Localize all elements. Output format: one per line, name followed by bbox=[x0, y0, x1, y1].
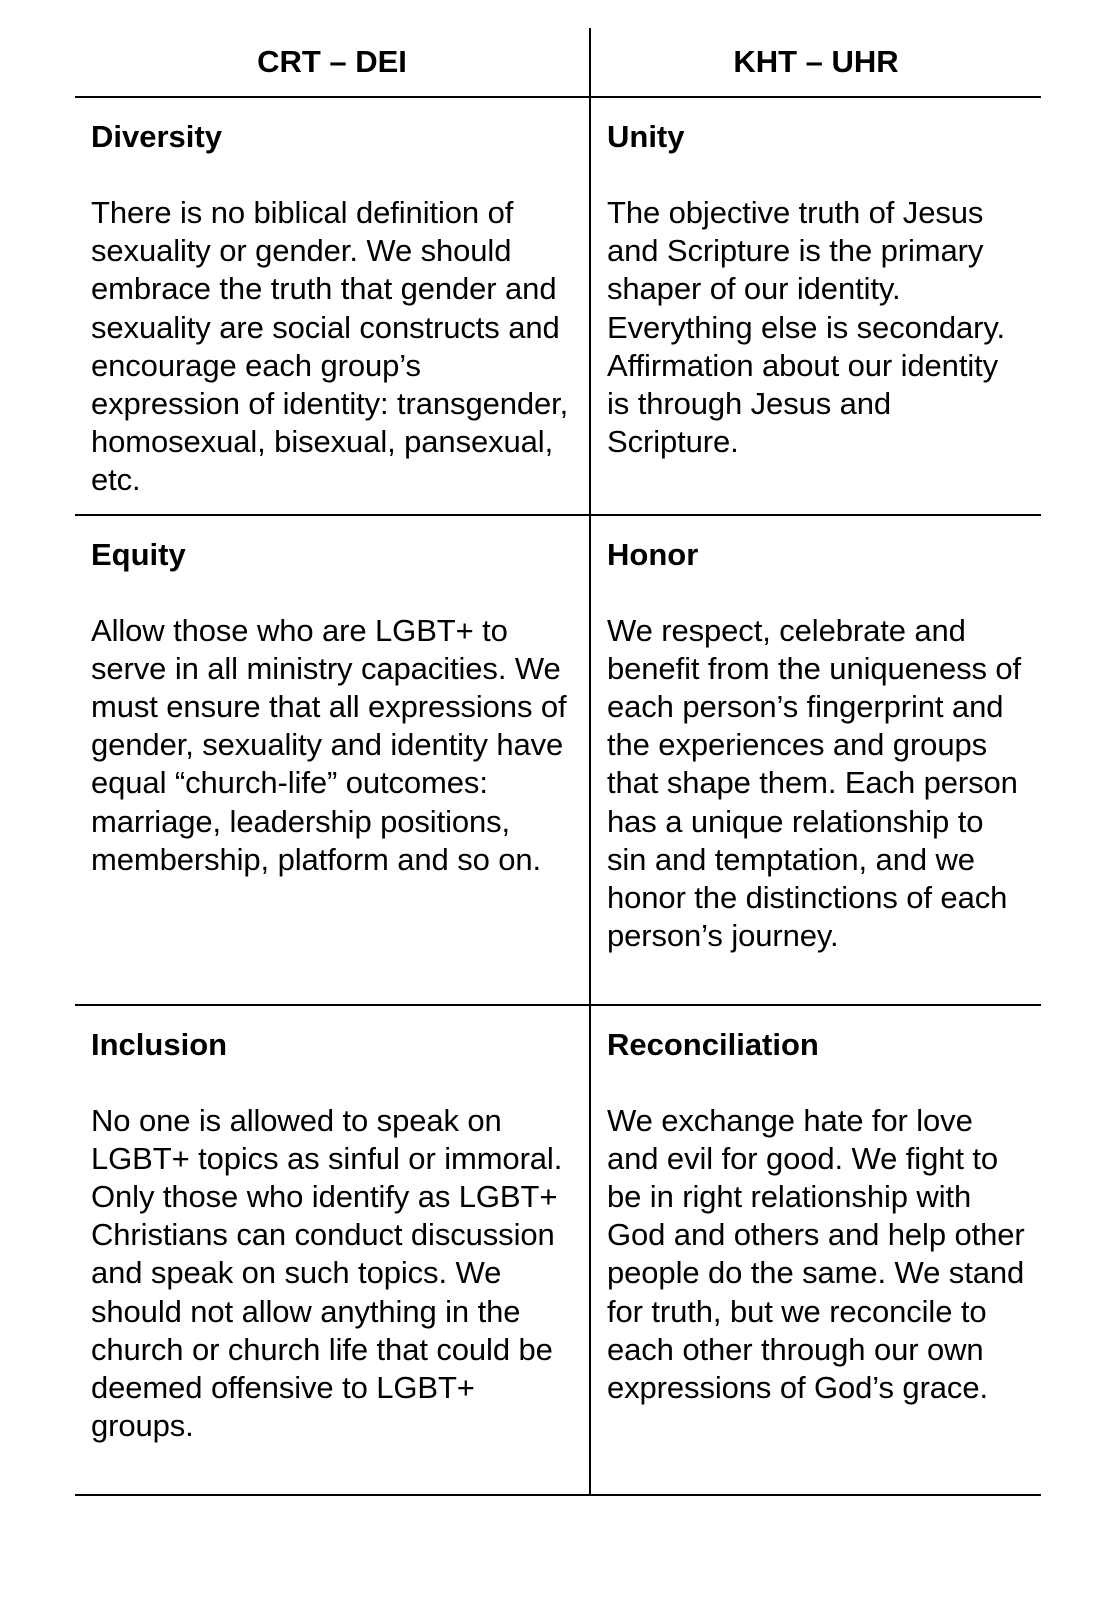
term-description: We exchange hate for love and evil for good. We fight to be in right relationship with God and others and help other people do the same. We stand for truth, but we reconcile to each other through our own expressions of God’s grace. bbox=[607, 1102, 1025, 1406]
term-description: No one is allowed to speak on LGBT+ topics as sinful or immoral. Only those who identify as LGBT+ Christians can conduct discussion and speak on such topics. We should not allow anything in the church or church life that could be deemed offensive to LGBT+ groups. bbox=[91, 1102, 563, 1444]
term-heading: Reconciliation bbox=[607, 1026, 819, 1062]
term-description: The objective truth of Jesus and Scripture is the primary shaper of our identity. Everything else is secondary. Affirmation about our identity is through Jesus and Scripture. bbox=[607, 195, 1005, 460]
term-heading: Inclusion bbox=[91, 1026, 228, 1062]
term-description: We respect, celebrate and benefit from the uniqueness of each person’s fingerprint and the experiences and groups that shape them. Each person has a unique relationship to sin and temptation, and we honor the distinctions of each person’s journey. bbox=[607, 612, 1022, 954]
header-right: KHT – UHR bbox=[590, 28, 1041, 97]
cell-right bbox=[590, 97, 1041, 515]
term-description: Allow those who are LGBT+ to serve in all ministry capacities. We must ensure that all expressions of gender, sexuality and identity have equal “church-life” outcomes: marriage, leadership positions, membership, platform and so on. bbox=[91, 612, 567, 877]
term-heading: Diversity bbox=[91, 119, 222, 154]
header-row bbox=[75, 28, 1041, 97]
term-description: There is no biblical definition of sexuality or gender. We should embrace the truth that gender and sexuality are social constructs and encourage each group’s expression of identity: transgender, homosexual, bisexual, pansexual, etc. bbox=[91, 195, 569, 498]
table-row bbox=[75, 515, 1041, 1005]
term-heading: Honor bbox=[607, 536, 699, 572]
comparison-table bbox=[75, 28, 1041, 1496]
cell-left bbox=[75, 1005, 590, 1495]
cell-left bbox=[75, 97, 590, 515]
cell-left bbox=[75, 515, 590, 1005]
cell-right bbox=[590, 515, 1041, 1005]
term-heading: Unity bbox=[607, 119, 685, 154]
table-row bbox=[75, 97, 1041, 515]
table-row bbox=[75, 1005, 1041, 1495]
header-left: CRT – DEI bbox=[75, 28, 590, 97]
cell-right bbox=[590, 1005, 1041, 1495]
term-heading: Equity bbox=[91, 536, 186, 572]
